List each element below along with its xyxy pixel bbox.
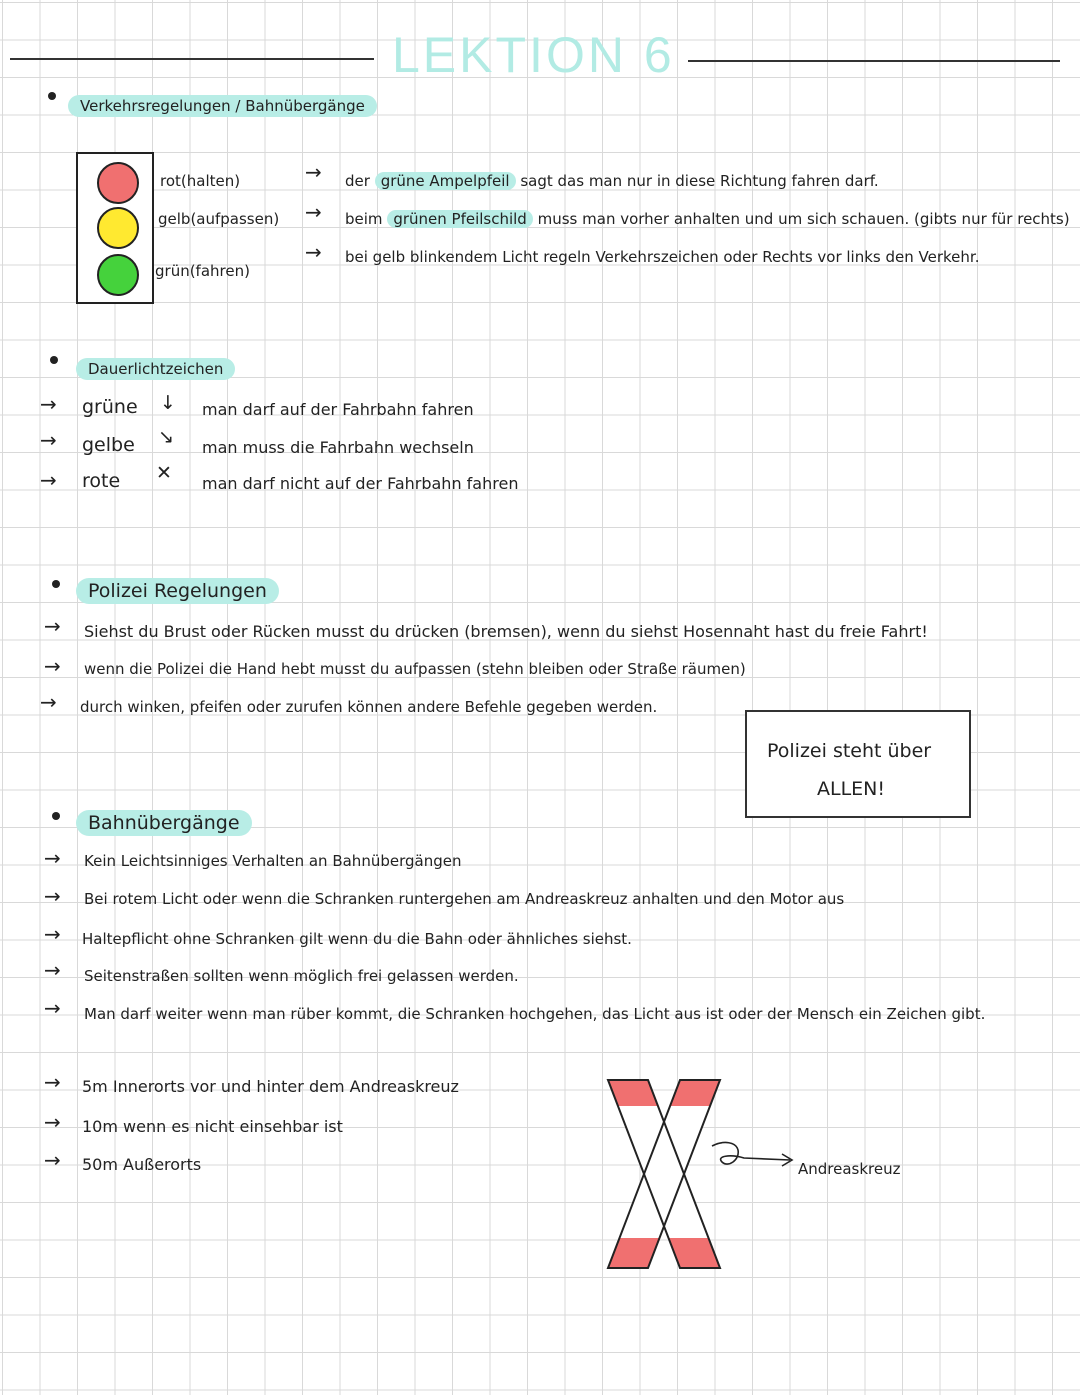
arrow-icon: → — [44, 1148, 61, 1172]
section2-heading: Dauerlichtzeichen — [76, 358, 235, 380]
police-line-3: durch winken, pfeifen oder zurufen können andere Befehle gegeben werden. — [80, 698, 658, 716]
arrow-icon: → — [44, 996, 61, 1020]
dauer-color-2: gelbe — [82, 434, 135, 456]
yellow-lamp — [97, 207, 139, 249]
arrow-icon: → — [44, 958, 61, 982]
arrow-icon: → — [44, 1110, 61, 1134]
light-label-green: grün(fahren) — [155, 262, 250, 280]
dauer-text-3: man darf nicht auf der Fahrbahn fahren — [202, 474, 519, 493]
arrow-icon: → — [40, 392, 57, 416]
police-note-line-1: Polizei steht über — [767, 740, 932, 762]
distance-1: 5m Innerorts vor und hinter dem Andreaskreuz — [82, 1077, 459, 1096]
section3-heading: Polizei Regelungen — [76, 578, 279, 604]
distance-2: 10m wenn es nicht einsehbar ist — [82, 1117, 343, 1136]
police-line-2: wenn die Polizei die Hand hebt musst du aufpassen (stehn bleiben oder Straße räumen) — [84, 660, 746, 678]
police-line-1: Siehst du Brust oder Rücken musst du drücken (bremsen), wenn du siehst Hosennaht hast du freie Fahrt! — [84, 622, 928, 641]
bahn-line-1: Kein Leichtsinniges Verhalten an Bahnübergängen — [84, 852, 462, 870]
bullet-1 — [48, 92, 56, 100]
arrow-icon: → — [305, 240, 322, 264]
bullet-2 — [50, 356, 58, 364]
police-note-box — [745, 710, 971, 818]
arrow-icon: → — [40, 690, 57, 714]
page-title: LEKTION 6 — [392, 27, 675, 83]
note-1: der grüne Ampelpfeil sagt das man nur in diese Richtung fahren darf. — [345, 172, 879, 190]
title-rule-right — [688, 60, 1060, 62]
dauer-text-2: man muss die Fahrbahn wechseln — [202, 438, 474, 457]
bahn-line-3: Haltepflicht ohne Schranken gilt wenn du die Bahn oder ähnliches siehst. — [82, 930, 632, 948]
section1-heading: Verkehrsregelungen / Bahnübergänge — [68, 95, 377, 117]
dauer-color-3: rote — [82, 470, 121, 492]
arrow-icon: → — [44, 922, 61, 946]
note-3: bei gelb blinkendem Licht regeln Verkehrszeichen oder Rechts vor links den Verkehr. — [345, 248, 980, 266]
police-note-line-2: ALLEN! — [817, 778, 886, 800]
note-2: beim grünen Pfeilschild muss man vorher anhalten und um sich schauen. (gibts nur für rechts) — [345, 210, 1070, 228]
cross-icon: ✕ — [156, 462, 172, 484]
arrow-icon: → — [44, 614, 61, 638]
dauer-color-1: grüne — [82, 396, 138, 418]
bahn-line-2: Bei rotem Licht oder wenn die Schranken runtergehen am Andreaskreuz anhalten und den Motor aus — [84, 890, 845, 908]
traffic-light — [76, 152, 154, 304]
down-arrow-icon: ↓ — [160, 392, 176, 414]
andreaskreuz-icon — [604, 1076, 724, 1272]
arrow-icon: → — [44, 1070, 61, 1094]
light-label-red: rot(halten) — [160, 172, 241, 190]
dauer-text-1: man darf auf der Fahrbahn fahren — [202, 400, 474, 419]
arrow-icon: → — [44, 846, 61, 870]
andreaskreuz-label: Andreaskreuz — [798, 1160, 901, 1178]
arrow-icon: → — [44, 884, 61, 908]
arrow-icon: → — [305, 200, 322, 224]
diagonal-arrow-icon: ↘ — [158, 426, 174, 448]
arrow-icon: → — [305, 160, 322, 184]
bahn-line-4: Seitenstraßen sollten wenn möglich frei gelassen werden. — [84, 967, 519, 985]
distance-3: 50m Außerorts — [82, 1155, 202, 1174]
title-rule-left — [10, 58, 374, 60]
section4-heading: Bahnübergänge — [76, 810, 252, 836]
arrow-icon: → — [40, 428, 57, 452]
arrow-icon: → — [40, 468, 57, 492]
light-label-yellow: gelb(aufpassen) — [158, 210, 280, 228]
bahn-line-5: Man darf weiter wenn man rüber kommt, die Schranken hochgehen, das Licht aus ist oder der Mensch ein Zeichen gibt. — [84, 1005, 986, 1023]
bullet-3 — [52, 580, 60, 588]
green-lamp — [97, 254, 139, 296]
bullet-4 — [52, 812, 60, 820]
curly-arrow-icon — [710, 1138, 794, 1178]
red-lamp — [97, 162, 139, 204]
arrow-icon: → — [44, 654, 61, 678]
